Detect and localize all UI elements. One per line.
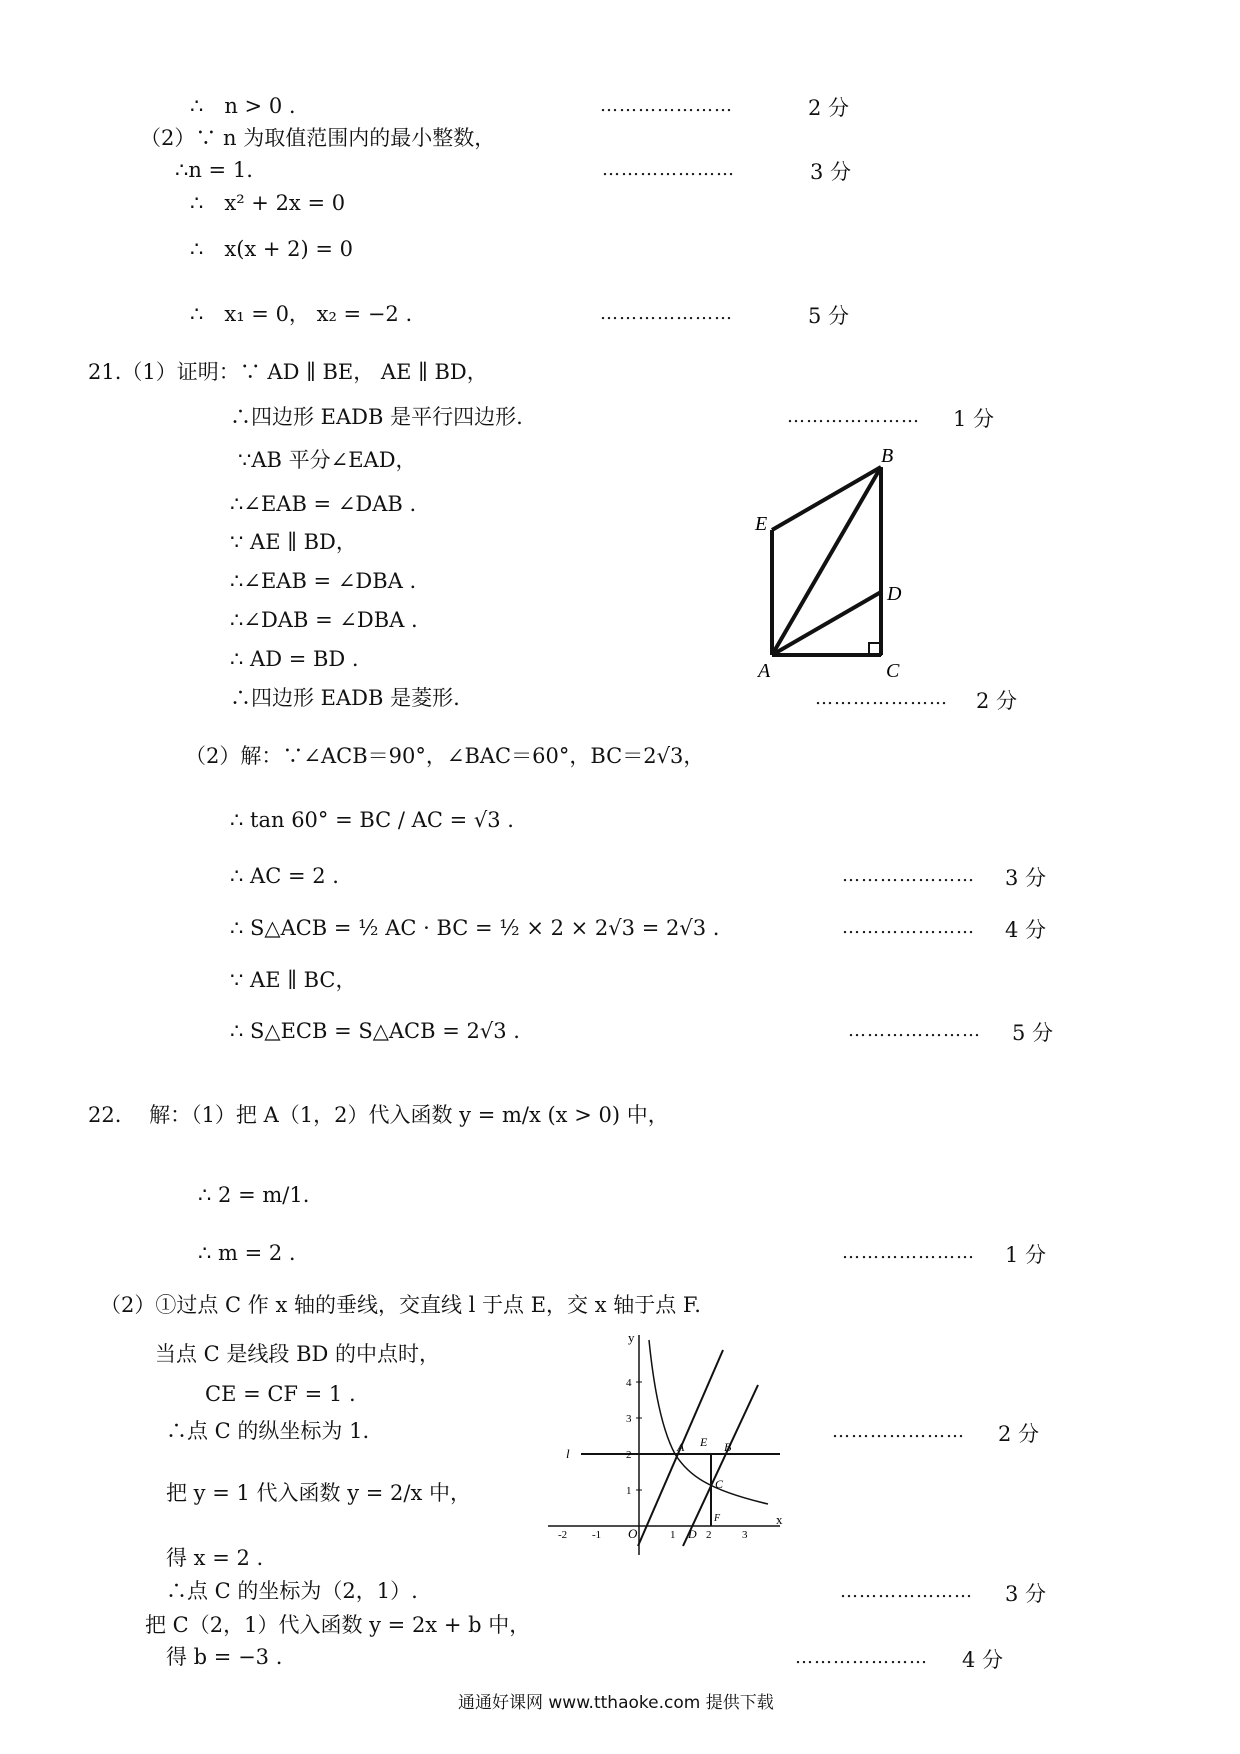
text-line: ∴四边形 EADB 是平行四边形. bbox=[230, 405, 523, 429]
point-label: D bbox=[688, 1527, 697, 1541]
score-label: 5 分 bbox=[808, 304, 850, 328]
score-dots: ………………… bbox=[842, 1242, 975, 1263]
text-line: （2）①过点 C 作 x 轴的垂线，交直线 l 于点 E，交 x 轴于点 F. bbox=[100, 1293, 701, 1317]
text-line: ∴ S△ACB = ½ AC · BC = ½ × 2 × 2√3 = 2√3 . bbox=[230, 916, 720, 940]
text-line: ∴ x² + 2x = 0 bbox=[190, 191, 346, 215]
text-line: 把 y = 1 代入函数 y = 2/x 中， bbox=[166, 1481, 471, 1505]
text-line: CE = CF = 1 . bbox=[205, 1382, 356, 1406]
score-label: 4 分 bbox=[962, 1648, 1004, 1672]
score-dots: ………………… bbox=[842, 865, 975, 886]
function-graph-figure bbox=[548, 1330, 788, 1560]
text-line: ∴ tan 60° = BC / AC = √3 . bbox=[230, 808, 514, 832]
text-line: ∴ 2 = m/1. bbox=[198, 1183, 310, 1207]
text-line: ∴四边形 EADB 是菱形. bbox=[230, 686, 460, 710]
text-line: 得 x = 2 . bbox=[166, 1546, 264, 1570]
rhombus-figure bbox=[750, 440, 920, 680]
point-label: E bbox=[700, 1435, 708, 1449]
text-line: ∴ m = 2 . bbox=[198, 1241, 296, 1265]
origin-label: O bbox=[628, 1526, 638, 1541]
score-label: 1 分 bbox=[953, 407, 995, 431]
point-label: C bbox=[715, 1477, 724, 1491]
score-label: 2 分 bbox=[976, 689, 1018, 713]
point-label: A bbox=[677, 1440, 685, 1454]
text-line: ∴ x(x + 2) = 0 bbox=[190, 237, 354, 261]
score-dots: ………………… bbox=[848, 1020, 981, 1041]
text-line: （2）解：∵∠ACB＝90°，∠BAC＝60°，BC＝2√3， bbox=[185, 744, 705, 768]
text-line: ∵ AE ∥ BC， bbox=[230, 968, 357, 992]
score-dots: ………………… bbox=[602, 159, 735, 180]
text-line: ∴ x₁ = 0， x₂ = −2 . bbox=[190, 302, 413, 326]
score-dots: ………………… bbox=[840, 1581, 973, 1602]
axis-label: y bbox=[628, 1330, 635, 1345]
tick-label: 4 bbox=[626, 1377, 632, 1389]
score-label: 3 分 bbox=[810, 160, 852, 184]
score-dots: ………………… bbox=[600, 303, 733, 324]
tick-label: -1 bbox=[592, 1529, 602, 1541]
text-line: 当点 C 是线段 BD 的中点时， bbox=[155, 1342, 441, 1366]
score-label: 5 分 bbox=[1012, 1021, 1054, 1045]
score-label: 2 分 bbox=[998, 1422, 1040, 1446]
tick-label: -2 bbox=[558, 1529, 568, 1541]
text-line: ∴∠DAB = ∠DBA . bbox=[230, 608, 418, 632]
text-line: ∵ AE ∥ BD， bbox=[230, 530, 357, 554]
text-line: ∴∠EAB = ∠DAB . bbox=[230, 492, 417, 516]
score-dots: ………………… bbox=[842, 917, 975, 938]
text-line: ∴∠EAB = ∠DBA . bbox=[230, 569, 417, 593]
text-line: 21.（1）证明：∵ AD ∥ BE， AE ∥ BD， bbox=[88, 360, 488, 384]
page-footer: 通通好课网 www.tthaoke.com 提供下载 bbox=[458, 1693, 774, 1713]
tick-label: 1 bbox=[626, 1485, 632, 1497]
point-label: F bbox=[714, 1513, 721, 1524]
text-line: ∴ S△ECB = S△ACB = 2√3 . bbox=[230, 1019, 520, 1043]
text-line: 22. 解：（1）把 A（1，2）代入函数 y = m/x (x > 0) 中， bbox=[88, 1103, 669, 1127]
text-line: ∴点 C 的坐标为（2，1）. bbox=[166, 1579, 418, 1603]
text-line: ∴ n > 0 . bbox=[190, 94, 296, 118]
tick-label: 1 bbox=[670, 1529, 676, 1541]
score-dots: ………………… bbox=[795, 1647, 928, 1668]
point-label: E bbox=[755, 513, 768, 535]
score-dots: ………………… bbox=[815, 688, 948, 709]
score-label: 2 分 bbox=[808, 96, 850, 120]
text-line: ∴n = 1. bbox=[175, 158, 253, 182]
text-line: ∴ AD = BD . bbox=[230, 647, 359, 671]
score-dots: ………………… bbox=[600, 95, 733, 116]
score-label: 3 分 bbox=[1005, 866, 1047, 890]
axis-label: x bbox=[776, 1512, 783, 1527]
text-line: （2）∵ n 为取值范围内的最小整数， bbox=[140, 126, 496, 150]
line-label: l bbox=[566, 1446, 570, 1461]
score-label: 4 分 bbox=[1005, 918, 1047, 942]
score-label: 1 分 bbox=[1005, 1243, 1047, 1267]
score-dots: ………………… bbox=[832, 1421, 965, 1442]
tick-label: 3 bbox=[626, 1413, 632, 1425]
point-label: B bbox=[724, 1440, 732, 1454]
text-line: ∴ AC = 2 . bbox=[230, 864, 339, 888]
tick-label: 2 bbox=[626, 1449, 632, 1461]
text-line: ∵AB 平分∠EAD， bbox=[238, 448, 417, 472]
point-label: D bbox=[887, 583, 902, 605]
text-line: 得 b = −3 . bbox=[166, 1645, 283, 1669]
text-line: ∴点 C 的纵坐标为 1. bbox=[166, 1419, 370, 1443]
score-label: 3 分 bbox=[1005, 1582, 1047, 1606]
text-line: 把 C（2，1）代入函数 y = 2x + b 中， bbox=[145, 1613, 531, 1637]
point-label: B bbox=[881, 445, 894, 467]
score-dots: ………………… bbox=[787, 406, 920, 427]
point-label: C bbox=[886, 660, 900, 680]
tick-label: 2 bbox=[706, 1529, 712, 1541]
point-label: A bbox=[758, 660, 771, 680]
tick-label: 3 bbox=[742, 1529, 748, 1541]
